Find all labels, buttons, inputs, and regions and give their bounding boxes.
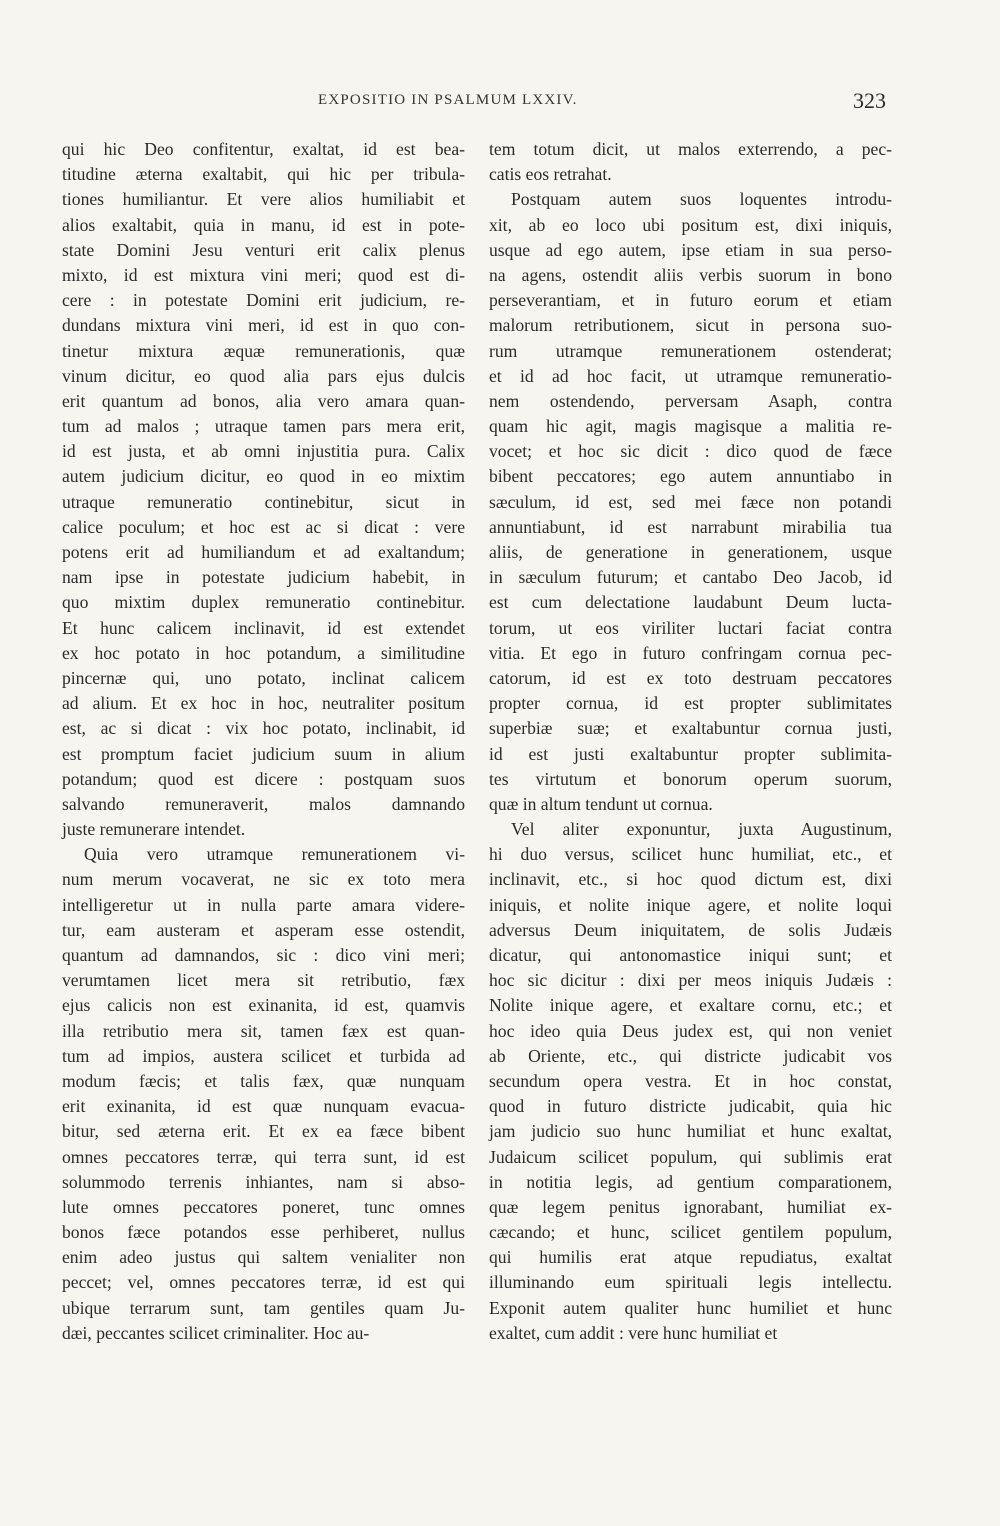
- text-line: tes virtutum et bonorum operum suorum,: [489, 768, 892, 789]
- running-head: [0, 88, 1000, 118]
- text-line: id est justa, et ab omni injustitia pura. Calix: [62, 441, 465, 462]
- text-line: Quia vero utramque remunerationem vi-: [84, 844, 465, 865]
- text-line: secundum opera vestra. Et in hoc constat,: [489, 1070, 892, 1091]
- text-line: ad alium. Et ex hoc in hoc, neutraliter positum: [62, 693, 465, 714]
- text-line: perseverantiam, et in futuro eorum et etiam: [489, 290, 892, 311]
- text-line: est cum delectatione laudabunt Deum lucta-: [489, 592, 892, 613]
- text-line: intelligeretur ut in nulla parte amara videre-: [62, 894, 465, 915]
- text-line: qui humilis erat atque repudiatus, exaltat: [489, 1247, 892, 1268]
- text-line: Et hunc calicem inclinavit, id est extendet: [62, 617, 465, 638]
- text-line: catorum, id est ex toto destruam peccatores: [489, 667, 892, 688]
- text-line: na agens, ostendit aliis verbis suorum in bono: [489, 264, 892, 285]
- text-line: vinum dicitur, eo quod alia pars ejus dulcis: [62, 365, 465, 386]
- text-line: superbiæ suæ; et exaltabuntur cornua justi,: [489, 718, 892, 739]
- text-line: ab Oriente, etc., qui districte judicabit vos: [489, 1045, 892, 1066]
- text-line: omnes peccatores terræ, qui terra sunt, id est: [62, 1146, 465, 1167]
- text-line: vocet; et hoc sic dicit : dico quod de fæce: [489, 441, 892, 462]
- text-line: qui hic Deo confitentur, exaltat, id est bea-: [62, 139, 465, 159]
- text-line: torum, ut eos viriliter luctari faciat contra: [489, 617, 892, 638]
- text-line: autem judicium dicitur, eo quod in eo mixtim: [62, 466, 465, 487]
- text-line: nem ostendendo, perversam Asaph, contra: [489, 390, 892, 411]
- text-line: inclinavit, etc., si hoc quod dictum est, dixi: [489, 869, 892, 890]
- text-line: usque ad ego autem, ipse etiam in sua perso-: [489, 239, 892, 260]
- text-line: annuntiabunt, id est narrabunt mirabilia tua: [489, 516, 892, 537]
- text-line: id est justi exaltabuntur propter sublimita-: [489, 743, 892, 764]
- text-line: rum utramque remunerationem ostenderat;: [489, 340, 892, 361]
- text-line: tinetur mixtura æquæ remunerationis, quæ: [62, 340, 465, 361]
- text-line: mixto, id est mixtura vini meri; quod est di-: [62, 264, 465, 285]
- text-line: ubique terrarum sunt, tam gentiles quam Ju-: [62, 1297, 465, 1318]
- text-line: tiones humiliantur. Et vere alios humiliabit et: [62, 189, 465, 210]
- text-line: potens erit ad humiliandum et ad exaltandum;: [62, 542, 465, 562]
- text-line: bonos fæce potandos esse perhiberet, nullus: [62, 1222, 465, 1243]
- text-line: enim adeo justus qui saltem venialiter non: [62, 1247, 465, 1268]
- text-line: peccet; vel, omnes peccatores terræ, id est qui: [62, 1272, 465, 1293]
- text-line: tum ad impios, austera scilicet et turbida ad: [62, 1045, 465, 1066]
- text-line: utraque remuneratio continebitur, sicut in: [62, 491, 465, 512]
- text-line: dicatur, qui antonomastice iniqui sunt; et: [489, 945, 892, 965]
- text-line: hoc ideo quia Deus judex est, qui non veniet: [489, 1020, 892, 1041]
- text-line: propter cornua, id est propter sublimitates: [489, 693, 892, 714]
- text-line: titudine æterna exaltabit, qui hic per tribula-: [62, 164, 465, 185]
- text-line: ex hoc potato in hoc potandum, a similitudine: [62, 642, 465, 663]
- text-line: iniquis, et nolite inique agere, et nolite loqui: [489, 894, 892, 915]
- text-line: quæ in altum tendunt ut cornua.: [489, 793, 713, 814]
- right-text-column: [489, 137, 892, 1346]
- text-line: in notitia legis, ad gentium comparationem,: [489, 1171, 892, 1192]
- text-line: illuminando eum spirituali legis intellectu.: [489, 1272, 892, 1293]
- text-line: Nolite inique agere, et exaltare cornu, etc.; et: [489, 995, 892, 1016]
- text-line: bibent peccatores; ego autem annuntiabo in: [489, 466, 892, 487]
- text-line: alios exaltabit, quia in manu, id est in pote-: [62, 214, 465, 235]
- text-line: calice poculum; et hoc est ac si dicat : vere: [62, 516, 465, 537]
- text-line: modum fæcis; et talis fæx, quæ nunquam: [62, 1070, 465, 1091]
- text-line: illa retributio mera sit, tamen fæx est quan-: [62, 1020, 465, 1041]
- text-line: Postquam autem suos loquentes introdu-: [511, 189, 892, 210]
- text-line: tur, eam austeram et asperam esse ostendit,: [62, 919, 465, 940]
- text-line: juste remunerare intendet.: [62, 819, 246, 840]
- text-line: adversus Deum iniquitatem, de solis Judæis: [489, 919, 892, 940]
- text-line: malorum retributionem, sicut in persona suo-: [489, 315, 892, 336]
- text-line: erit exinanita, id est quæ nunquam evacua-: [62, 1096, 465, 1117]
- text-line: cæcando; et hunc, scilicet gentilem populum,: [489, 1222, 892, 1243]
- running-title: EXPOSITIO IN PSALMUM LXXIV.: [318, 92, 578, 108]
- text-line: exaltet, cum addit : vere hunc humiliat et: [489, 1322, 778, 1343]
- text-line: Exponit autem qualiter hunc humiliet et hunc: [489, 1297, 892, 1318]
- text-line: vitia. Et ego in futuro confringam cornua pec-: [489, 642, 892, 663]
- text-line: tum ad malos ; utraque tamen pars mera erit,: [62, 416, 465, 437]
- text-line: num merum vocaverat, ne sic ex toto mera: [62, 869, 465, 890]
- text-line: jam judicio suo hunc humiliat et hunc exaltat,: [489, 1121, 892, 1142]
- text-line: ejus calicis non est exinanita, id est, quamvis: [62, 995, 465, 1016]
- left-text-column: [62, 137, 465, 1346]
- text-line: in sæculum futurum; et cantabo Deo Jacob, id: [489, 567, 892, 588]
- text-line: erit quantum ad bonos, alia vero amara quan-: [62, 390, 465, 411]
- text-line: hoc sic dicitur : dixi per meos iniquis Judæis :: [489, 970, 892, 991]
- text-line: cere : in potestate Domini erit judicium, re-: [62, 290, 465, 311]
- text-line: xit, ab eo loco ubi positum est, dixi iniquis,: [489, 214, 892, 235]
- text-line: solummodo terrenis inhiantes, nam si abso-: [62, 1171, 465, 1192]
- text-line: state Domini Jesu venturi erit calix plenus: [62, 239, 465, 260]
- text-line: salvando remuneraverit, malos damnando: [62, 793, 465, 814]
- text-line: et id ad hoc facit, ut utramque remuneratio-: [489, 365, 892, 386]
- text-line: lute omnes peccatores poneret, tunc omnes: [62, 1196, 465, 1217]
- text-line: est promptum faciet judicium suum in alium: [62, 743, 465, 764]
- page-number: 323: [853, 88, 886, 113]
- text-line: bitur, sed æterna erit. Et ex ea fæce bibent: [62, 1121, 465, 1142]
- text-line: hi duo versus, scilicet hunc humiliat, etc., et: [489, 844, 892, 865]
- text-line: quam hic agit, magis magisque a malitia re-: [489, 416, 892, 437]
- text-line: potandum; quod est dicere : postquam suos: [62, 768, 465, 789]
- text-line: quæ legem penitus ignorabant, humiliat ex-: [489, 1196, 892, 1217]
- text-line: pincernæ qui, uno potato, inclinat calicem: [62, 667, 465, 688]
- text-line: catis eos retrahat.: [489, 164, 612, 185]
- text-line: dæi, peccantes scilicet criminaliter. Hoc au-: [62, 1322, 370, 1343]
- text-line: quo mixtim duplex remuneratio continebitur.: [62, 592, 465, 613]
- text-line: nam ipse in potestate judicium habebit, in: [62, 567, 465, 588]
- text-line: dundans mixtura vini meri, id est in quo con-: [62, 315, 465, 336]
- text-line: verumtamen licet mera sit retributio, fæx: [62, 970, 465, 991]
- text-line: quantum ad damnandos, sic : dico vini meri;: [62, 945, 465, 965]
- text-line: sæculum, id est, sed mei fæce non potandi: [489, 491, 892, 512]
- text-line: aliis, de generatione in generationem, usque: [489, 542, 892, 562]
- text-line: tem totum dicit, ut malos exterrendo, a pec-: [489, 139, 892, 159]
- text-line: Judaicum scilicet populum, qui sublimis erat: [489, 1146, 892, 1167]
- text-line: Vel aliter exponuntur, juxta Augustinum,: [511, 819, 892, 840]
- text-line: est, ac si dicat : vix hoc potato, inclinabit, id: [62, 718, 465, 739]
- text-line: quod in futuro districte judicabit, quia hic: [489, 1096, 892, 1117]
